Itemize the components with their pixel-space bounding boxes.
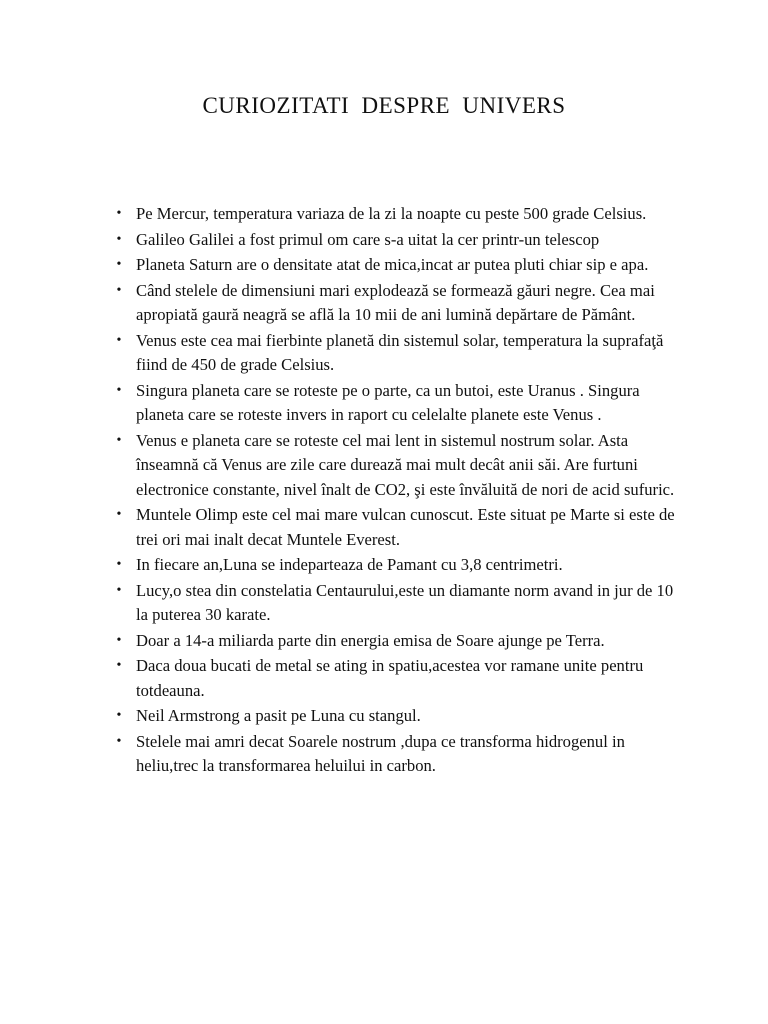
bullet-icon: • <box>116 658 122 673</box>
list-item-text: Planeta Saturn are o densitate atat de mica,incat ar putea pluti chiar sip e apa. <box>136 255 649 274</box>
list-item <box>116 553 681 578</box>
bullet-icon: • <box>116 231 122 247</box>
list-item <box>116 704 681 729</box>
list-item <box>116 579 681 628</box>
list-item <box>116 253 681 278</box>
list-item-text: Daca doua bucati de metal se ating in spatiu,acestea vor ramane unite pentru totdeauna. <box>136 656 644 700</box>
list-item-text: Neil Armstrong a pasit pe Luna cu stangul. <box>136 706 421 725</box>
list-item <box>116 329 681 378</box>
list-item-text: In fiecare an,Luna se indeparteaza de Pamant cu 3,8 centrimetri. <box>136 555 563 574</box>
bullet-icon: • <box>116 733 122 749</box>
bullet-icon: • <box>116 206 122 221</box>
list-item <box>116 279 681 328</box>
list-item-text: Muntele Olimp este cel mai mare vulcan cunoscut. Este situat pe Marte si este de trei ori mai inalt decat Muntele Everest. <box>136 505 675 549</box>
bullet-icon: • <box>116 282 122 298</box>
bullet-icon: • <box>116 257 122 272</box>
page-title: CURIOZITATI DESPRE UNIVERS <box>202 93 566 118</box>
list-item <box>116 730 681 779</box>
bullet-icon: • <box>116 507 122 522</box>
bullet-icon: • <box>116 432 122 448</box>
list-item <box>116 429 681 503</box>
list-item <box>116 228 681 253</box>
bullet-icon: • <box>116 332 122 348</box>
list-item <box>116 202 681 227</box>
list-item <box>116 503 681 552</box>
bullet-icon: • <box>116 632 122 648</box>
list-item <box>116 629 681 654</box>
bullet-icon: • <box>116 582 122 598</box>
list-item-text: Singura planeta care se roteste pe o parte, ca un butoi, este Uranus . Singura planeta care se roteste invers in raport cu celelalte planete este Venus . <box>136 380 640 424</box>
list-item-text: Doar a 14-a miliarda parte din energia emisa de Soare ajunge pe Terra. <box>136 630 605 650</box>
bullet-icon: • <box>116 382 122 398</box>
bullet-icon: • <box>116 708 122 723</box>
list-item-text: Venus e planeta care se roteste cel mai lent in sistemul nostrum solar. Asta înseamnă că Venus are zile care durează mai mult decât anii săi. Are furtuni electronice constante, nivel înalt de CO2, şi este învăluită de nori de acid sufuric. <box>136 430 675 499</box>
list-item-text: Galileo Galilei a fost primul om care s-a uitat la cer printr-un telescop <box>136 229 600 249</box>
list-item-text: Venus este cea mai fierbinte planetă din sistemul solar, temperatura la suprafaţă fiind de 450 de grade Celsius. <box>136 330 664 374</box>
list-item-text: Pe Mercur, temperatura variaza de la zi la noapte cu peste 500 grade Celsius. <box>136 204 647 223</box>
list-item-text: Lucy,o stea din constelatia Centaurului,este un diamante norm avand in jur de 10 la puterea 30 karate. <box>136 580 674 624</box>
bullet-icon: • <box>116 557 122 572</box>
list-item <box>116 654 681 703</box>
fact-list <box>116 202 681 780</box>
list-item <box>116 379 681 428</box>
list-item-text: Stelele mai amri decat Soarele nostrum ,dupa ce transforma hidrogenul in heliu,trec la transformarea heluilui in carbon. <box>136 731 625 775</box>
list-item-text: Când stelele de dimensiuni mari explodează se formează găuri negre. Cea mai apropiată gaură neagră se află la 10 mii de ani lumină depărtare de Pământ. <box>136 280 655 324</box>
